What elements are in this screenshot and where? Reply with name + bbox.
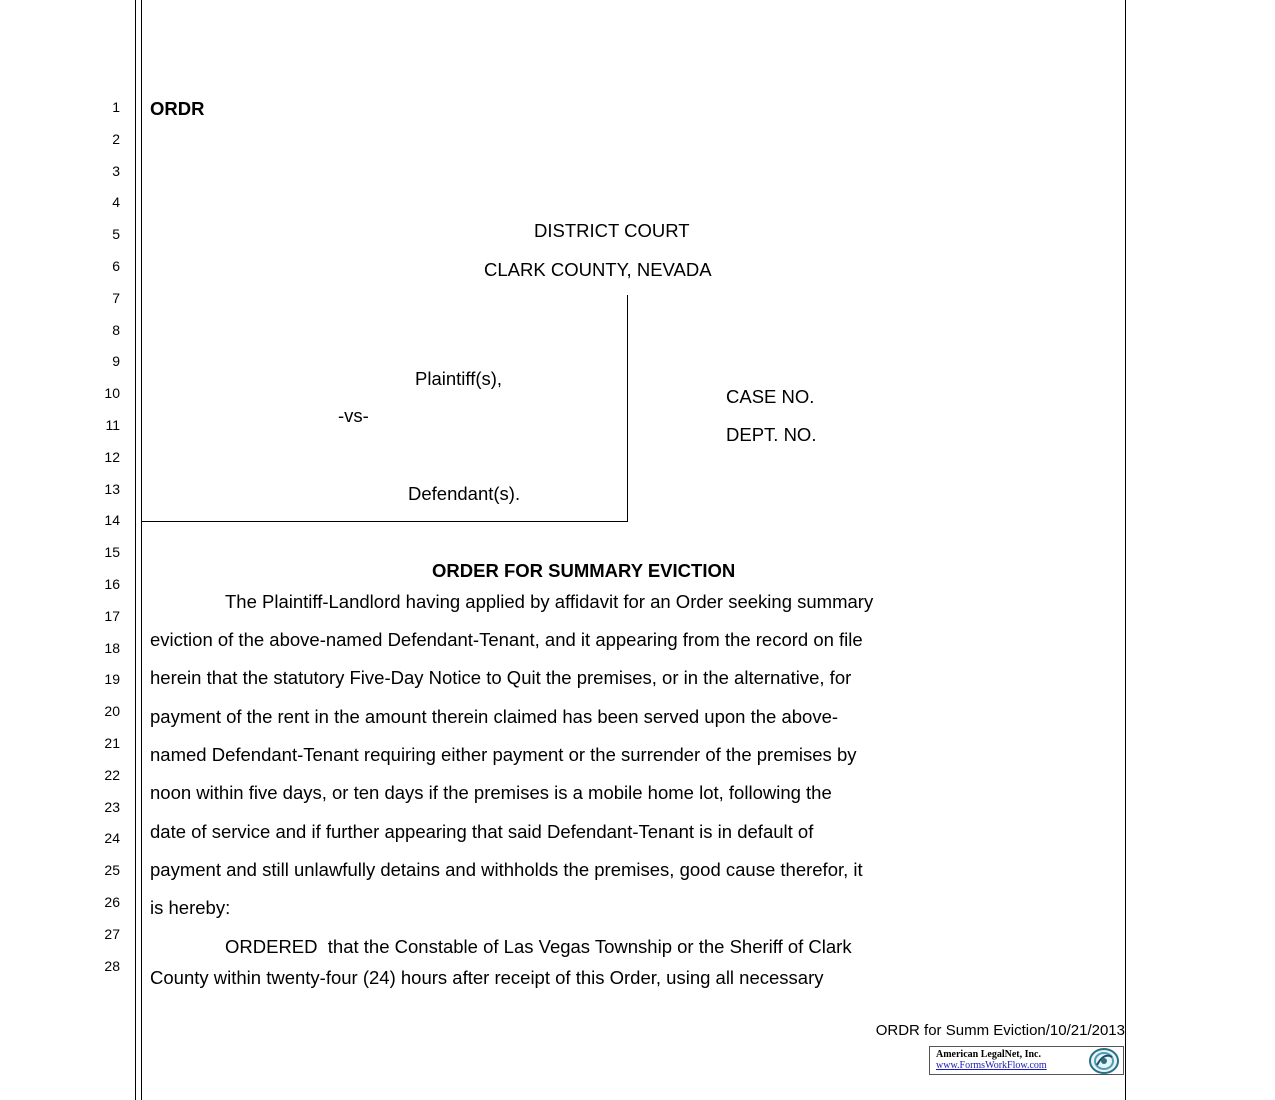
line-number: 25 [104, 862, 120, 879]
body-line: ORDERED that the Constable of Las Vegas Township or the Sheriff of Clark [225, 936, 852, 957]
line-number: 28 [104, 957, 120, 974]
line-number: 4 [112, 194, 120, 211]
line-numbers [90, 0, 120, 1000]
caption-vertical-rule [627, 295, 628, 522]
line-number: 11 [105, 417, 120, 433]
body-line: noon within five days, or ten days if the premises is a mobile home lot, following the [150, 782, 832, 803]
line-number: 2 [112, 130, 120, 147]
right-margin-rule [1125, 0, 1126, 1100]
line-number: 7 [112, 289, 120, 306]
body-line: The Plaintiff-Landlord having applied by affidavit for an Order seeking summary [225, 591, 874, 612]
body-line: named Defendant-Tenant requiring either payment or the surrender of the premises by [150, 744, 857, 765]
company-url-link[interactable]: www.FormsWorkFlow.com [936, 1060, 1047, 1071]
case-no-label: CASE NO. [726, 386, 815, 407]
line-number: 23 [104, 798, 120, 815]
plaintiff-label: Plaintiff(s), [415, 368, 503, 389]
line-number: 22 [104, 766, 120, 783]
body-line: payment of the rent in the amount therein claimed has been served upon the above- [150, 706, 839, 727]
line-number: 3 [112, 162, 120, 179]
line-number: 16 [104, 576, 120, 592]
document-code: ORDR [150, 98, 205, 119]
body-line: is hereby: [150, 897, 231, 918]
county-name: CLARK COUNTY, NEVADA [484, 259, 712, 280]
left-margin-rule-inner [141, 0, 142, 1100]
dept-no-label: DEPT. NO. [726, 424, 817, 445]
line-number: 1 [112, 99, 120, 115]
line-number: 12 [104, 448, 120, 465]
line-number: 15 [104, 544, 120, 561]
caption-bottom-rule [141, 521, 628, 522]
body-line: herein that the statutory Five-Day Notice to Quit the premises, or in the alternative, for [150, 667, 852, 688]
line-number: 27 [104, 925, 120, 942]
court-name: DISTRICT COURT [534, 220, 690, 241]
line-number: 13 [104, 480, 120, 497]
body-line: eviction of the above-named Defendant-Tenant, and it appearing from the record on file [150, 629, 863, 650]
globe-emblem-icon [1088, 1048, 1120, 1074]
line-number: 24 [104, 830, 120, 847]
versus-label: -vs- [338, 405, 369, 426]
line-number: 18 [104, 639, 120, 656]
line-number: 5 [112, 226, 120, 243]
line-number: 20 [104, 703, 120, 720]
footer-form-id: ORDR for Summ Eviction/10/21/2013 [875, 1022, 1125, 1039]
left-margin-rule-outer [135, 0, 136, 1100]
line-number: 26 [104, 894, 120, 910]
body-line: County within twenty-four (24) hours after receipt of this Order, using all necessary [150, 967, 824, 988]
order-title: ORDER FOR SUMMARY EVICTION [432, 560, 736, 581]
defendant-label: Defendant(s). [408, 483, 521, 504]
body-line: payment and still unlawfully detains and withholds the premises, good cause therefor, it [150, 859, 863, 880]
line-number: 10 [104, 385, 120, 402]
company-logo-badge[interactable] [929, 1046, 1124, 1075]
body-line: date of service and if further appearing that said Defendant-Tenant is in default of [150, 821, 814, 842]
line-number: 9 [112, 353, 120, 370]
line-number: 14 [104, 512, 120, 529]
company-name: American LegalNet, Inc. [936, 1049, 1041, 1060]
line-number: 8 [112, 321, 120, 338]
line-number: 17 [104, 607, 120, 624]
line-number: 6 [112, 258, 120, 274]
line-number: 19 [104, 671, 120, 688]
line-number: 21 [104, 735, 120, 751]
